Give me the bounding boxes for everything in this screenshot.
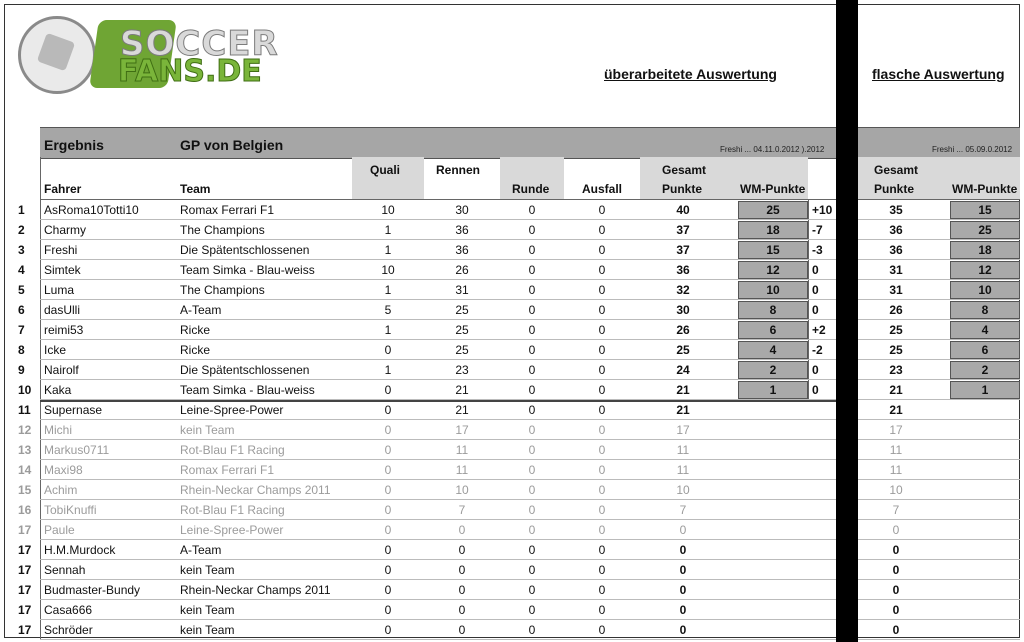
cell-quali: 0	[384, 543, 392, 557]
cell-quali: 0	[384, 403, 392, 417]
cell-fahrer: AsRoma10Totti10	[44, 203, 139, 217]
cell-quali: 1	[384, 223, 392, 237]
cell-fahrer: Charmy	[44, 223, 87, 237]
cell-rennen: 0	[458, 523, 466, 537]
cell-rank: 5	[18, 283, 25, 297]
cell-quali: 5	[384, 303, 392, 317]
cell-wm: 15	[766, 243, 780, 257]
cell-gesamt: 7	[679, 503, 687, 517]
cell-quali: 1	[384, 363, 392, 377]
table-row	[0, 620, 1024, 640]
cell-ausfall: 0	[598, 263, 606, 277]
cell-gesamt: 24	[676, 363, 690, 377]
cell-ausfall: 0	[598, 323, 606, 337]
cell-gesamt: 10	[676, 483, 690, 497]
cell-runde: 0	[528, 623, 536, 637]
cell-wm-r: 25	[978, 223, 992, 237]
cell-gesamt: 21	[676, 403, 690, 417]
cell-fahrer: Markus0711	[44, 443, 110, 457]
cell-team: A-Team	[180, 303, 222, 317]
col-fahrer: Fahrer	[44, 182, 82, 196]
cell-wm-r: 10	[978, 283, 992, 297]
cell-fahrer: Supernase	[44, 403, 103, 417]
cell-gesamt: 17	[676, 423, 690, 437]
cell-team: Die Spätentschlossenen	[180, 363, 310, 377]
cell-fahrer: Kaka	[44, 383, 72, 397]
cell-runde: 0	[528, 243, 536, 257]
cell-wm-r: 1	[981, 383, 989, 397]
cell-quali: 1	[384, 323, 392, 337]
cell-rennen: 10	[455, 483, 469, 497]
cell-runde: 0	[528, 263, 536, 277]
cell-rank: 17	[18, 543, 32, 557]
cell-rank: 10	[18, 383, 32, 397]
cell-ausfall: 0	[598, 203, 606, 217]
cell-rank: 6	[18, 303, 25, 317]
cell-wm: 18	[766, 223, 780, 237]
cell-gesamt-r: 0	[892, 543, 900, 557]
cell-gesamt-r: 26	[889, 303, 903, 317]
cell-gesamt: 26	[676, 323, 690, 337]
cell-team: kein Team	[180, 603, 235, 617]
cell-diff: 0	[812, 263, 819, 277]
top10-divider	[40, 400, 836, 402]
cell-gesamt-r: 35	[889, 203, 903, 217]
cell-ausfall: 0	[598, 563, 606, 577]
table-row	[0, 500, 1024, 520]
logo-text-fans: FANS.DE	[118, 54, 262, 89]
cell-team: Ricke	[180, 343, 211, 357]
cell-rank: 17	[18, 523, 32, 537]
table-row	[0, 600, 1024, 620]
cell-gesamt-r: 11	[889, 443, 903, 457]
title-wrong-evaluation: flasche Auswertung	[872, 66, 1005, 82]
cell-wm-r: 18	[978, 243, 992, 257]
cell-rennen: 7	[458, 503, 466, 517]
table-row	[0, 200, 1024, 220]
table-row	[0, 420, 1024, 440]
cell-rennen: 11	[455, 443, 469, 457]
cell-rank: 17	[18, 623, 32, 637]
cell-runde: 0	[528, 563, 536, 577]
cell-fahrer: Maxi98	[44, 463, 83, 477]
cell-gesamt-r: 21	[889, 403, 903, 417]
cell-gesamt-r: 31	[889, 263, 903, 277]
cell-team: kein Team	[180, 423, 235, 437]
cell-rennen: 23	[455, 363, 469, 377]
table-row	[0, 280, 1024, 300]
cell-gesamt: 0	[679, 563, 687, 577]
cell-diff: 0	[812, 363, 819, 377]
cell-fahrer: Icke	[44, 343, 67, 357]
cell-diff: 0	[812, 283, 819, 297]
cell-diff: +10	[812, 203, 833, 217]
cell-rank: 3	[18, 243, 25, 257]
cell-fahrer: Achim	[44, 483, 78, 497]
cell-quali: 0	[384, 383, 392, 397]
cell-wm-r: 2	[981, 363, 989, 377]
cell-gesamt: 0	[679, 523, 687, 537]
cell-gesamt: 0	[679, 603, 687, 617]
cell-quali: 0	[384, 483, 392, 497]
cell-wm-r: 4	[981, 323, 989, 337]
cell-rennen: 21	[455, 403, 469, 417]
cell-gesamt-r: 7	[892, 503, 900, 517]
cell-gesamt: 11	[676, 443, 690, 457]
cell-runde: 0	[528, 583, 536, 597]
cell-team: Rhein-Neckar Champs 2011	[180, 583, 331, 597]
cell-wm: 8	[769, 303, 777, 317]
cell-team: The Champions	[180, 223, 265, 237]
col-gesamt: Gesamt	[662, 163, 707, 177]
cell-gesamt-r: 0	[892, 523, 900, 537]
cell-gesamt: 37	[676, 223, 690, 237]
cell-team: Team Simka - Blau-weiss	[180, 263, 315, 277]
cell-gesamt: 37	[676, 243, 690, 257]
cell-rennen: 36	[455, 223, 469, 237]
header-bar-right	[858, 127, 1020, 159]
cell-gesamt-r: 0	[892, 583, 900, 597]
cell-runde: 0	[528, 323, 536, 337]
cell-gesamt-r: 25	[889, 343, 903, 357]
cell-ausfall: 0	[598, 523, 606, 537]
cell-quali: 0	[384, 463, 392, 477]
cell-runde: 0	[528, 303, 536, 317]
ergebnis-label: Ergebnis	[44, 137, 104, 153]
cell-gesamt-r: 0	[892, 603, 900, 617]
table-row	[0, 560, 1024, 580]
cell-runde: 0	[528, 283, 536, 297]
cell-fahrer: H.M.Murdock	[44, 543, 116, 557]
cell-rennen: 0	[458, 623, 466, 637]
cell-quali: 1	[384, 243, 392, 257]
cell-wm-r: 6	[981, 343, 989, 357]
cell-ausfall: 0	[598, 423, 606, 437]
cell-runde: 0	[528, 503, 536, 517]
cell-ausfall: 0	[598, 303, 606, 317]
cell-ausfall: 0	[598, 483, 606, 497]
cell-gesamt: 21	[676, 383, 690, 397]
col-team: Team	[180, 182, 211, 196]
cell-rennen: 31	[455, 283, 469, 297]
cell-rennen: 36	[455, 243, 469, 257]
cell-runde: 0	[528, 483, 536, 497]
cell-gesamt-r: 17	[889, 423, 903, 437]
col-gesamt-right: Gesamt	[874, 163, 919, 177]
cell-rank: 4	[18, 263, 25, 277]
soccer-ball-icon	[18, 16, 96, 94]
cell-ausfall: 0	[598, 463, 606, 477]
cell-quali: 10	[381, 203, 395, 217]
cell-runde: 0	[528, 443, 536, 457]
cell-fahrer: Paule	[44, 523, 75, 537]
cell-runde: 0	[528, 203, 536, 217]
cell-team: Rot-Blau F1 Racing	[180, 443, 285, 457]
table-row	[0, 220, 1024, 240]
cell-wm-r: 12	[978, 263, 992, 277]
table-row	[0, 360, 1024, 380]
cell-runde: 0	[528, 523, 536, 537]
cell-diff: +2	[812, 323, 826, 337]
cell-rank: 17	[18, 563, 32, 577]
cell-ausfall: 0	[598, 583, 606, 597]
cell-gesamt-r: 23	[889, 363, 903, 377]
cell-fahrer: Sennah	[44, 563, 86, 577]
soccer-fans-logo	[14, 10, 284, 96]
col-punkte: Punkte	[662, 182, 703, 196]
cell-quali: 0	[384, 503, 392, 517]
race-name: GP von Belgien	[180, 137, 284, 153]
cell-rennen: 25	[455, 343, 469, 357]
cell-gesamt: 36	[676, 263, 690, 277]
cell-quali: 1	[384, 283, 392, 297]
cell-team: Rot-Blau F1 Racing	[180, 503, 285, 517]
cell-rank: 11	[18, 403, 31, 417]
cell-runde: 0	[528, 403, 536, 417]
cell-diff: -2	[812, 343, 823, 357]
cell-fahrer: dasUlli	[44, 303, 81, 317]
cell-fahrer: Freshi	[44, 243, 78, 257]
col-runde: Runde	[512, 182, 550, 196]
table-row	[0, 480, 1024, 500]
cell-team: A-Team	[180, 543, 222, 557]
cell-wm-r: 8	[981, 303, 989, 317]
cell-ausfall: 0	[598, 283, 606, 297]
cell-rennen: 17	[455, 423, 469, 437]
cell-rennen: 11	[455, 463, 469, 477]
cell-wm: 2	[769, 363, 777, 377]
cell-fahrer: Budmaster-Bundy	[44, 583, 141, 597]
cell-quali: 0	[384, 583, 392, 597]
black-divider-bar	[836, 0, 858, 642]
cell-diff: -3	[812, 243, 823, 257]
cell-wm: 12	[766, 263, 780, 277]
cell-quali: 0	[384, 423, 392, 437]
cell-quali: 10	[381, 263, 395, 277]
cell-gesamt-r: 0	[892, 563, 900, 577]
cell-gesamt-r: 25	[889, 323, 903, 337]
cell-ausfall: 0	[598, 243, 606, 257]
cell-fahrer: Simtek	[44, 263, 81, 277]
table-row	[0, 520, 1024, 540]
cell-rennen: 25	[455, 323, 469, 337]
cell-runde: 0	[528, 543, 536, 557]
table-row	[0, 540, 1024, 560]
cell-fahrer: Michi	[44, 423, 73, 437]
title-revised-evaluation: überarbeitete Auswertung	[604, 66, 777, 82]
table-row	[0, 300, 1024, 320]
cell-team: kein Team	[180, 623, 235, 637]
cell-runde: 0	[528, 383, 536, 397]
cell-ausfall: 0	[598, 603, 606, 617]
cell-team: The Champions	[180, 283, 265, 297]
table-row	[0, 340, 1024, 360]
cell-team: Die Spätentschlossenen	[180, 243, 310, 257]
col-wm-punkte-right: WM-Punkte	[952, 182, 1018, 196]
cell-runde: 0	[528, 603, 536, 617]
cell-fahrer: Casa666	[44, 603, 93, 617]
col-quali: Quali	[370, 163, 401, 177]
table-row	[0, 440, 1024, 460]
cell-team: Ricke	[180, 323, 211, 337]
cell-rank: 2	[18, 223, 25, 237]
cell-fahrer: reimi53	[44, 323, 84, 337]
cell-gesamt-r: 31	[889, 283, 903, 297]
cell-fahrer: TobiKnuffi	[44, 503, 97, 517]
cell-fahrer: Nairolf	[44, 363, 79, 377]
cell-wm: 10	[766, 283, 780, 297]
cell-rank: 15	[18, 483, 32, 497]
header-bar-left	[40, 127, 836, 159]
cell-diff: 0	[812, 383, 819, 397]
table-row	[0, 320, 1024, 340]
cell-wm-r: 15	[978, 203, 992, 217]
cell-gesamt: 0	[679, 543, 687, 557]
cell-rennen: 0	[458, 563, 466, 577]
cell-gesamt-r: 11	[889, 463, 903, 477]
cell-gesamt-r: 21	[889, 383, 903, 397]
cell-rank: 17	[18, 603, 32, 617]
col-punkte-right: Punkte	[874, 182, 915, 196]
cell-rennen: 25	[455, 303, 469, 317]
cell-gesamt: 32	[676, 283, 690, 297]
cell-fahrer: Luma	[44, 283, 75, 297]
cell-team: Romax Ferrari F1	[180, 203, 275, 217]
cell-rank: 17	[18, 583, 32, 597]
cell-rank: 7	[18, 323, 25, 337]
cell-wm: 1	[769, 383, 777, 397]
cell-rank: 9	[18, 363, 25, 377]
cell-ausfall: 0	[598, 443, 606, 457]
cell-ausfall: 0	[598, 363, 606, 377]
cell-ausfall: 0	[598, 383, 606, 397]
table-row	[0, 400, 1024, 420]
stamp-right: Freshi ... 05.09.0.2012	[932, 145, 1013, 154]
cell-team: Leine-Spree-Power	[180, 403, 284, 417]
cell-rank: 12	[18, 423, 32, 437]
cell-rennen: 0	[458, 603, 466, 617]
stamp-left: Freshi ... 04.11.0.2012 ).2012	[720, 145, 825, 154]
cell-gesamt: 0	[679, 583, 687, 597]
cell-team: Rhein-Neckar Champs 2011	[180, 483, 331, 497]
cell-gesamt: 30	[676, 303, 690, 317]
cell-gesamt: 0	[679, 623, 687, 637]
cell-diff: 0	[812, 303, 819, 317]
cell-rank: 8	[18, 343, 25, 357]
cell-team: kein Team	[180, 563, 235, 577]
cell-rennen: 0	[458, 583, 466, 597]
cell-rank: 16	[18, 503, 32, 517]
cell-runde: 0	[528, 463, 536, 477]
cell-gesamt-r: 36	[889, 223, 903, 237]
cell-wm: 4	[769, 343, 777, 357]
cell-runde: 0	[528, 423, 536, 437]
cell-rennen: 21	[455, 383, 469, 397]
cell-quali: 0	[384, 603, 392, 617]
cell-team: Romax Ferrari F1	[180, 463, 275, 477]
cell-runde: 0	[528, 223, 536, 237]
cell-gesamt: 11	[676, 463, 690, 477]
cell-ausfall: 0	[598, 223, 606, 237]
logo-text-soccer: SOCCER	[120, 24, 279, 64]
col-ausfall: Ausfall	[582, 182, 623, 196]
cell-gesamt: 40	[676, 203, 690, 217]
cell-diff: -7	[812, 223, 823, 237]
table-row	[0, 380, 1024, 400]
cell-ausfall: 0	[598, 403, 606, 417]
cell-team: Leine-Spree-Power	[180, 523, 284, 537]
cell-rennen: 26	[455, 263, 469, 277]
cell-quali: 0	[384, 343, 392, 357]
cell-runde: 0	[528, 343, 536, 357]
cell-ausfall: 0	[598, 623, 606, 637]
cell-runde: 0	[528, 363, 536, 377]
col-rennen: Rennen	[436, 163, 481, 177]
cell-fahrer: Schröder	[44, 623, 93, 637]
cell-rennen: 30	[455, 203, 469, 217]
table-row	[0, 580, 1024, 600]
cell-gesamt-r: 36	[889, 243, 903, 257]
col-wm-punkte: WM-Punkte	[740, 182, 806, 196]
cell-wm: 6	[769, 323, 777, 337]
table-row	[0, 240, 1024, 260]
cell-team: Team Simka - Blau-weiss	[180, 383, 315, 397]
cell-gesamt-r: 0	[892, 623, 900, 637]
cell-rennen: 0	[458, 543, 466, 557]
table-row	[0, 260, 1024, 280]
cell-quali: 0	[384, 623, 392, 637]
cell-quali: 0	[384, 443, 392, 457]
cell-wm: 25	[766, 203, 780, 217]
cell-ausfall: 0	[598, 543, 606, 557]
cell-ausfall: 0	[598, 343, 606, 357]
cell-quali: 0	[384, 563, 392, 577]
cell-quali: 0	[384, 523, 392, 537]
cell-gesamt: 25	[676, 343, 690, 357]
cell-rank: 14	[18, 463, 32, 477]
row-separator	[40, 639, 1020, 640]
cell-rank: 1	[18, 203, 25, 217]
cell-rank: 13	[18, 443, 32, 457]
table-row	[0, 460, 1024, 480]
cell-ausfall: 0	[598, 503, 606, 517]
cell-gesamt-r: 10	[889, 483, 903, 497]
